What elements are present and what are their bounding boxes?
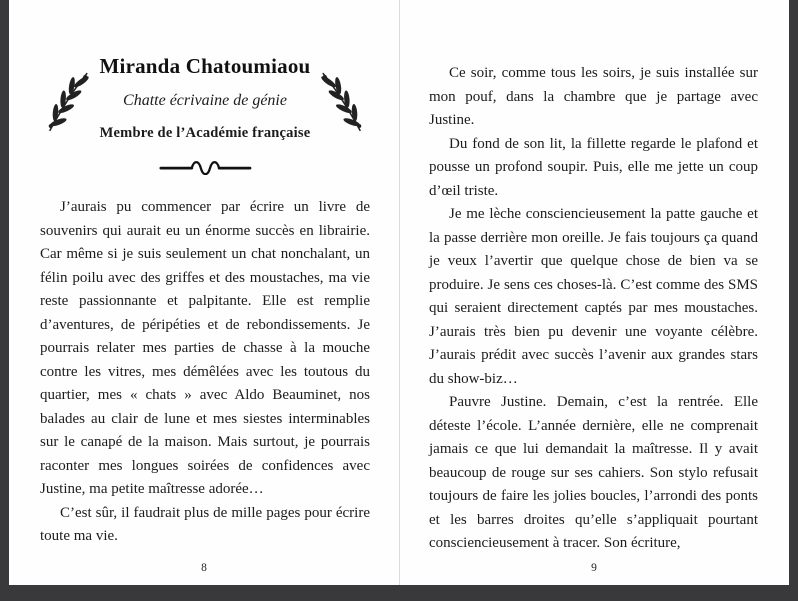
page-right — [399, 0, 789, 585]
paragraph: Je me lèche consciencieusement la patte gauche et la passe derrière mon oreille. Je fais toujours ça quand je veux l’avertir que quelque chose de bien va se produire. Je sens ces choses-là. C’est comme des SMS qui seraient directement captés par mes moustaches. J’aurais très bien pu devenir une voyante célèbre. J’aurais prédit avec succès l’avenir aux grandes stars du show-biz… — [429, 206, 758, 387]
page-number-left: 8 — [201, 562, 207, 574]
author-title: Miranda Chatoumiaou — [99, 54, 311, 78]
author-affiliation: Membre de l’Académie française — [99, 125, 311, 141]
book-spread — [9, 0, 789, 585]
author-subtitle: Chatte écrivaine de génie — [123, 92, 287, 109]
page-number-right: 9 — [591, 562, 597, 574]
rope-twist-divider-icon — [40, 159, 370, 175]
paragraph: C’est sûr, il faudrait plus de mille pages pour écrire toute ma vie. — [40, 504, 370, 544]
paragraph: J’aurais pu commencer par écrire un livre de souvenirs qui aurait eu un énorme succès en librairie. Car même si je suis seulement un chat nonchalant, un félin poilu avec des griffes et des moustaches, ma vie reste passionnante et palpitante. Elle est remplie d’aventures, de péripéties et de rebondissements. Je pourrais relater mes parties de chasse à la mouche contre les vitres, mes démêlées avec les toutous du quartier, mes « chats » avec Aldo Beauminet, nos balades au clair de lune et mes siestes interminables sur le canapé de la maison. Mais surtout, je pourrais raconter mes longues soirées de confidences avec Justine, ma petite maîtresse adorée… — [40, 199, 370, 497]
paragraph: Ce soir, comme tous les soirs, je suis installée sur mon pouf, dans la chambre que je partage avec Justine. — [429, 65, 758, 128]
laurel-branch-left-icon — [42, 70, 92, 134]
left-page-body — [40, 196, 370, 549]
chapter-header — [40, 54, 370, 175]
paragraph: Du fond de son lit, la fillette regarde le plafond et pousse un profond soupir. Puis, elle me jette un coup d’œil triste. — [429, 135, 758, 199]
paragraph: Pauvre Justine. Demain, c’est la rentrée. Elle déteste l’école. L’année dernière, elle ne comprenait jamais ce que lui demandait la maîtresse. Il y avait beaucoup de rouge sur ses cahiers. Son stylo refusait toujours de faire les jolies boucles, l’arrondi des ponts et les barres droites qu’elle s’appliquait pourtant consciencieusement à tracer. Son écriture, — [429, 394, 758, 551]
laurel-branch-right-icon — [318, 70, 368, 134]
page-left — [9, 0, 399, 585]
right-page-body — [429, 62, 758, 556]
